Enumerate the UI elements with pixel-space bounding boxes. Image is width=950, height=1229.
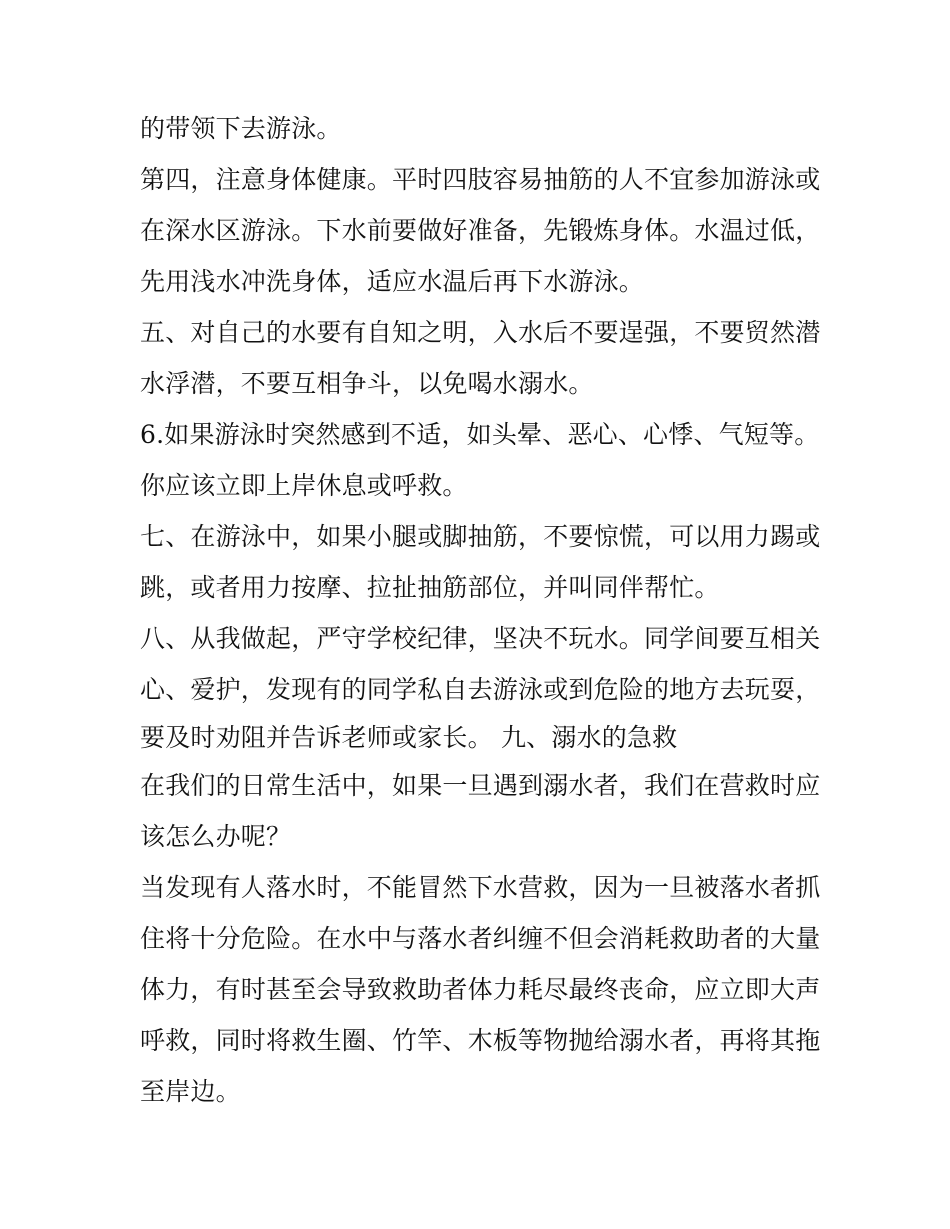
text-line: 6.如果游泳时突然感到不适，如头晕、恶心、心悸、气短等。 [140,420,820,449]
text-line: 先用浅水冲洗身体，适应水温后再下水游泳。 [140,267,645,296]
text-line: 在我们的日常生活中，如果一旦遇到溺水者，我们在营救时应 [140,771,821,800]
text-line: 你应该立即上岸休息或呼救。 [140,471,468,500]
text-line: 当发现有人落水时，不能冒然下水营救，因为一旦被落水者抓 [140,873,821,902]
text-line: 八、从我做起，严守学校纪律，坚决不玩水。同学间要互相关 [140,624,821,653]
text-line: 七、在游泳中，如果小腿或脚抽筋，不要惊慌，可以用力踢或 [140,522,821,551]
text-line: 心、爱护，发现有的同学私自去游泳或到危险的地方去玩耍， [140,675,821,704]
text-line: 该怎么办呢？ [140,822,292,851]
text-line: 水浮潜，不要互相争斗，以免喝水溺水。 [140,369,594,398]
text-line: 五、对自己的水要有自知之明，入水后不要逞强，不要贸然潜 [140,318,821,347]
text-line: 体力，有时甚至会导致救助者体力耗尽最终丧命，应立即大声 [140,975,821,1004]
text-line: 跳，或者用力按摩、拉扯抽筋部位，并叫同伴帮忙。 [140,573,720,602]
text-line: 至岸边。 [140,1077,241,1106]
text-line: 在深水区游泳。下水前要做好准备，先锻炼身体。水温过低， [140,216,821,245]
text-line: 的带领下去游泳。 [140,114,342,143]
text-line: 呼救，同时将救生圈、竹竿、木板等物抛给溺水者，再将其拖 [140,1026,821,1055]
text-line: 第四，注意身体健康。平时四肢容易抽筋的人不宜参加游泳或 [140,165,821,194]
document-body [140,103,830,1117]
text-line: 要及时劝阻并告诉老师或家长。 九、溺水的急救 [140,723,678,752]
text-line: 住将十分危险。在水中与落水者纠缠不但会消耗救助者的大量 [140,924,821,953]
